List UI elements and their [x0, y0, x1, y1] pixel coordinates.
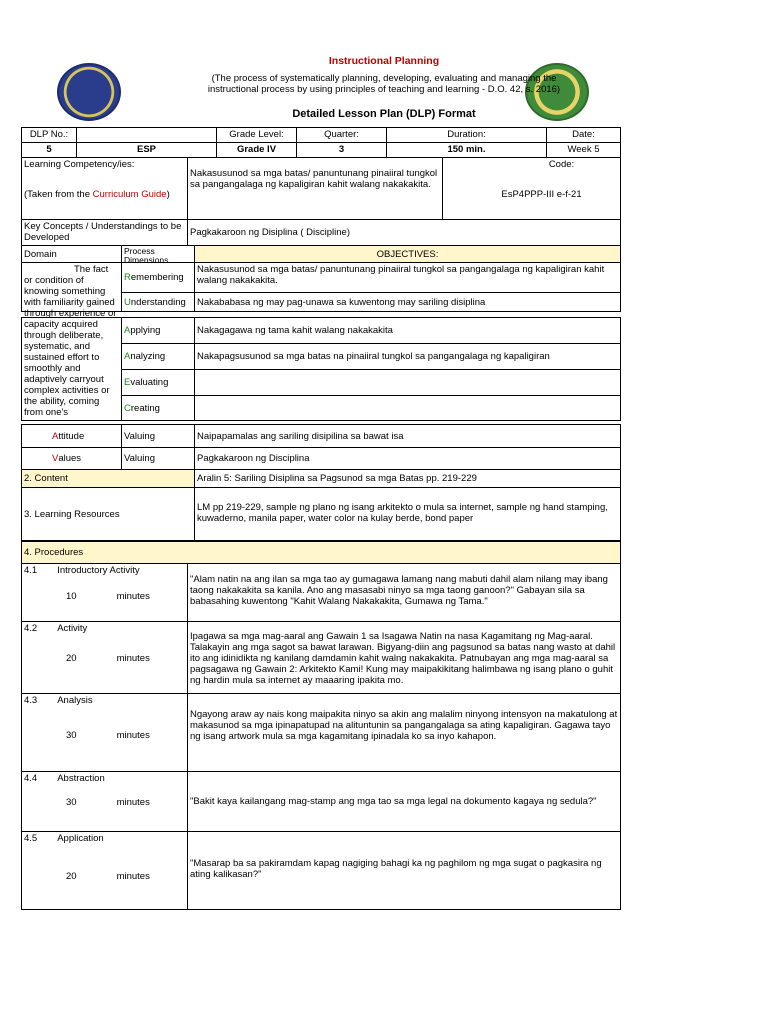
learning-resources-label: 3. Learning Resources — [22, 488, 195, 540]
instructional-planning-title: Instructional Planning — [328, 55, 440, 67]
procedure-activity-text: Ipagawa sa mga mag-aaral ang Gawain 1 sa Isagawa Natin na nasa Kagamitang ng Mag-aaral. Talakayin ang mga sagot sa bawat larawan. Bigyang-diin ang pagsunod sa batas nang wasto at dahil ito ang idinidikta ng kanilang damdamin kahit walng nakakakita. Patnubayan ang mga mag-aaral sa pagsagawa ng Gawain 2: Arkitekto Kami! Kung may maipakikitang halimbawa ng isang plano o guhit ng hardin mula sa internet ay maaaring ipakita mo. — [188, 622, 620, 694]
process-evaluating: E valuating — [122, 370, 195, 396]
duration-label: Duration: — [387, 128, 547, 143]
quarter-value: 3 — [297, 143, 387, 158]
objective-applying: Nakagagawa ng tama kahit walang nakakakita — [195, 318, 620, 344]
procedure-activity: 4.2 Activity 20 minutes — [22, 622, 188, 694]
attitude-objective: Naipapamalas ang sariling disipilina sa bawat isa — [195, 425, 620, 448]
lesson-info-table — [21, 127, 621, 319]
values-process: Valuing — [122, 448, 195, 470]
competency-label: Learning Competency/ies: — [24, 159, 135, 170]
process-dimensions-header: Process Dimensions — [122, 246, 195, 263]
blank-cell — [77, 128, 217, 143]
skills-description: capacity acquired through deliberate, systematic, and sustained effort to smoothly and adaptively carryout complex activities or the ability, coming from one's — [22, 318, 122, 420]
learning-resources-text: LM pp 219-229, sample ng plano ng isang arkitekto o mula sa internet, sample ng hand stamping, kuwaderno, manila paper, water color na kulay berde, bond paper — [197, 502, 608, 524]
procedure-application: 4.5 Application 20 minutes — [22, 832, 188, 909]
values-objective: Pagkakaroon ng Disciplina — [195, 448, 620, 470]
attitude-process: Valuing — [122, 425, 195, 448]
procedure-application-text: "Masarap ba sa pakiramdam kapag nagiging bahagi ka ng paghilom ng mga sugat o pagkasira ng ating kalikasan?" — [190, 858, 602, 880]
process-applying: A pplying — [122, 318, 195, 344]
key-concepts-label: Key Concepts / Understandings to be Developed — [22, 220, 188, 246]
procedures-header: 4. Procedures — [22, 542, 620, 564]
plan-title: Detailed Lesson Plan (DLP) Format — [292, 108, 476, 120]
code-value: EsP4PPP-III e-f-21 — [501, 189, 582, 200]
procedure-abstraction-text: "Bakit kaya kailangang mag-stamp ang mga tao sa mga legal na dokumento kagaya ng sedula?" — [188, 772, 620, 832]
content-text: Aralin 5: Sariling Disiplina sa Pagsunod sa mga Batas pp. 219-229 — [195, 470, 620, 488]
values-label: V alues — [22, 448, 122, 470]
header-description — [130, 73, 638, 95]
process-creating: C reating — [122, 396, 195, 420]
objective-evaluating — [195, 370, 620, 396]
procedure-abstraction: 4.4 Abstraction 30 minutes — [22, 772, 188, 832]
competency-text: Nakasusunod sa mga batas/ panuntunang pinaiiral tungkol sa pangangalaga ng kapaligiran kahit walang nakakakita. — [188, 158, 443, 220]
objective-understanding: Nakababasa ng may pag-unawa sa kuwentong may sariling disiplina — [197, 296, 486, 308]
subject-value: ESP — [77, 143, 217, 158]
objective-analyzing: Nakapagsusunod sa mga batas na pinaiiral tungkol sa pangangalaga ng kapaligiran — [195, 344, 620, 370]
grade-level-value: Grade IV — [217, 143, 297, 158]
header-desc-line1: (The process of systematically planning, developing, evaluating and managing the — [211, 73, 557, 84]
competency-note: (Taken from the Curriculum Guide) — [24, 189, 170, 200]
knowledge-description: The fact or condition of knowing something with familiarity gained through experience or — [22, 263, 122, 311]
objectives-header: OBJECTIVES: — [195, 246, 620, 263]
skills-table — [21, 317, 621, 421]
procedures-table — [21, 541, 621, 910]
attitude-values-table — [21, 424, 621, 541]
procedure-introductory-text: "Alam natin na ang ilan sa mga tao ay gumagawa lamang nang mabuti dahil alam nilang may ibang taong nakakakita sa kanila. Ano ang masasabi ninyo sa mga taong ganoon?" Gabayan sila sa babasahing kuwentong "Kahit Walang Nakakakita, Gumawa ng Tama." — [188, 564, 620, 622]
content-label: 2. Content — [22, 470, 195, 488]
quarter-label: Quarter: — [297, 128, 387, 143]
key-concepts-text: Pagkakaroon ng Disiplina ( Discipline) — [188, 220, 620, 246]
dlp-no-value: 5 — [22, 143, 77, 158]
procedure-analysis-text: Ngayong araw ay nais kong maipakita ninyo sa akin ang malalim ninyong intensyon na makatulong at makasunod sa mga ipinapatupad na alituntunin sa pangangalaga sa ating kapaligiran. Gagawa tayo ng isang artwork mula sa mga kagamitang ipinadala ko sa inyo kahapon. — [188, 694, 620, 772]
attitude-label: A ttitude — [22, 425, 122, 448]
date-value: Week 5 — [547, 143, 620, 158]
header-desc-line2: instructional process by using principles of teaching and learning - D.O. 42, s. 2016) — [207, 84, 561, 95]
procedure-analysis: 4.3 Analysis 30 minutes — [22, 694, 188, 772]
process-understanding: U nderstanding — [122, 293, 195, 311]
date-label: Date: — [547, 128, 620, 143]
competency-label-cell — [22, 158, 188, 220]
objective-creating — [195, 396, 620, 420]
procedure-introductory-activity: 4.1 Introductory Activity 10 minutes — [22, 564, 188, 622]
grade-level-label: Grade Level: — [217, 128, 297, 143]
domain-header: Domain — [22, 246, 122, 263]
code-label: Code: — [548, 159, 575, 170]
process-remembering: R emembering — [122, 263, 195, 293]
code-cell — [443, 158, 620, 220]
objective-remembering: Nakasusunod sa mga batas/ panuntunang pinaiiral tungkol sa pangangalaga ng kapaligiran kahit walang nakakakita. — [195, 263, 620, 293]
dlp-no-label: DLP No.: — [22, 128, 77, 143]
process-analyzing: A nalyzing — [122, 344, 195, 370]
duration-value: 150 min. — [387, 143, 547, 158]
